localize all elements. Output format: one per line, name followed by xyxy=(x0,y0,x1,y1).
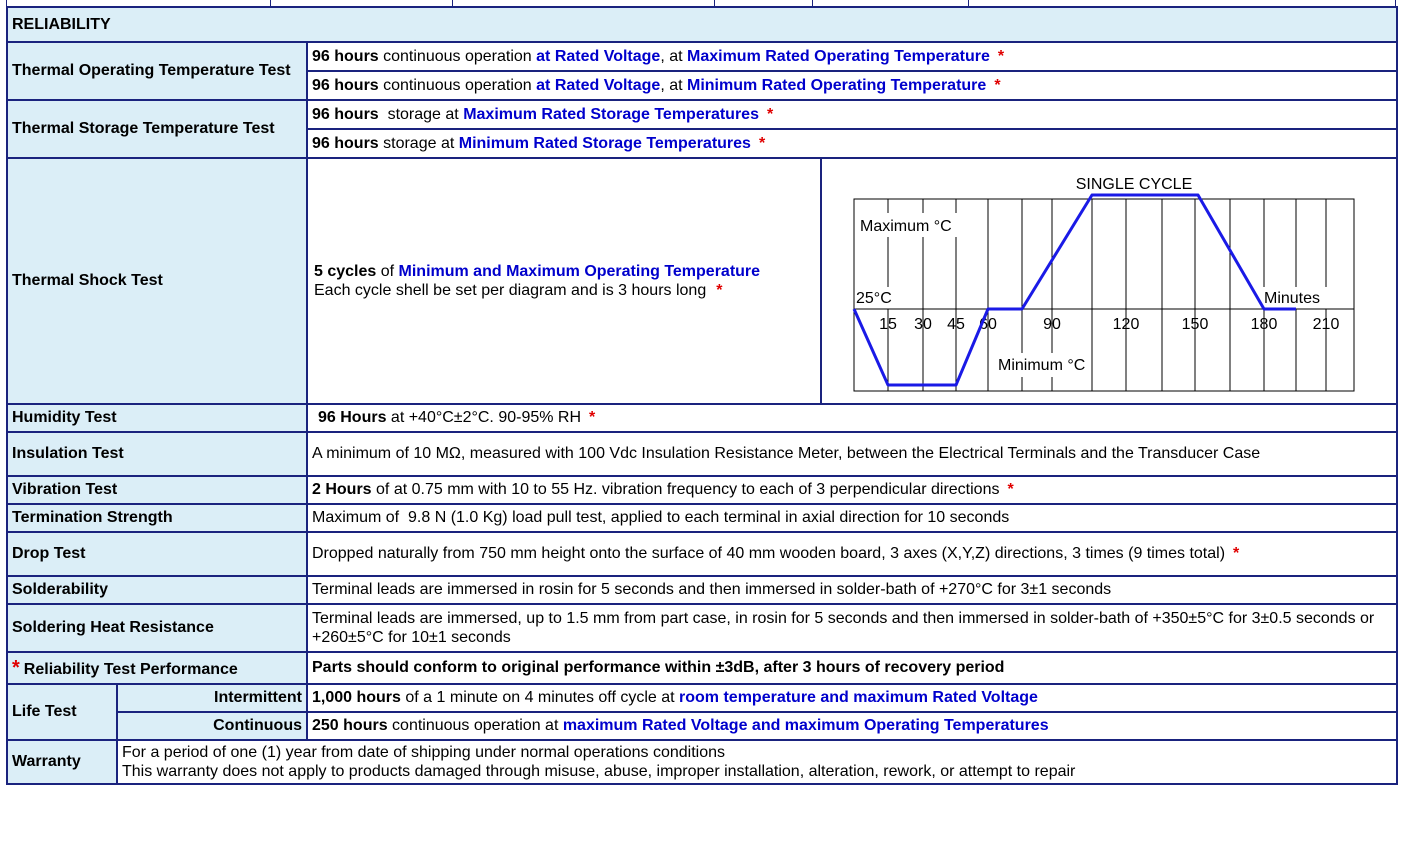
table-row xyxy=(7,532,1397,576)
row-label-performance: * Reliability Test Performance xyxy=(7,652,307,684)
row-value-thermal-storage-max: 96 hours storage at Maximum Rated Storage Temperatures * xyxy=(307,100,1397,129)
row-value-life-continuous: 250 hours continuous operation at maximum Rated Voltage and maximum Operating Temperatures xyxy=(307,712,1397,740)
asterisk-mark: * xyxy=(766,105,774,123)
tick-label: 30 xyxy=(914,316,932,333)
minutes-label: Minutes xyxy=(1264,290,1321,307)
row-value-insulation: A minimum of 10 MΩ, measured with 100 Vdc Insulation Resistance Meter, between the Electrical Terminals and the Transducer Case xyxy=(307,432,1397,476)
row-label-drop: Drop Test xyxy=(7,532,307,576)
row-value-thermal-shock: 5 cycles of Minimum and Maximum Operating Temperature Each cycle shell be set per diagram and is 3 hours long * xyxy=(307,158,821,404)
diagram-title: SINGLE CYCLE xyxy=(1075,176,1193,193)
reliability-table xyxy=(6,6,1398,785)
asterisk-mark: * xyxy=(1007,481,1014,499)
row-value-solderability: Terminal leads are immersed in rosin for 5 seconds and then immersed in solder-bath of +270°C for 3±1 seconds xyxy=(307,576,1397,604)
ambient-temp-label: 25°C xyxy=(856,290,892,307)
tick-label: 60 xyxy=(979,316,997,333)
row-sublabel-intermittent: Intermittent xyxy=(117,684,307,712)
row-value-soldering-heat: Terminal leads are immersed, up to 1.5 mm from part case, in rosin for 5 seconds and then immersed in solder-bath of +350±5°C for 3±0.5 seconds or +260±5°C for 10±1 seconds xyxy=(307,604,1397,652)
row-value-termination: Maximum of 9.8 N (1.0 Kg) load pull test, applied to each terminal in axial direction for 10 seconds xyxy=(307,504,1397,532)
row-label-solderability: Solderability xyxy=(7,576,307,604)
row-sublabel-continuous: Continuous xyxy=(117,712,307,740)
row-value-life-intermittent: 1,000 hours of a 1 minute on 4 minutes off cycle at room temperature and maximum Rated Voltage xyxy=(307,684,1397,712)
tick-label: 45 xyxy=(947,316,965,333)
row-value-warranty: For a period of one (1) year from date of shipping under normal operations conditions This warranty does not apply to products damaged through misuse, abuse, improper installation, alteration, rework, or attempt to repair xyxy=(117,740,1397,784)
row-value-humidity: 96 Hours at +40°C±2°C. 90-95% RH * xyxy=(307,404,1397,432)
row-value-performance: Parts should conform to original performance within ±3dB, after 3 hours of recovery period xyxy=(307,652,1397,684)
table-row xyxy=(7,684,1397,712)
row-label-thermal-storage: Thermal Storage Temperature Test xyxy=(7,100,307,158)
tick-label: 150 xyxy=(1181,316,1209,333)
row-value-thermal-storage-min: 96 hours storage at Minimum Rated Storage Temperatures * xyxy=(307,129,1397,158)
row-label-humidity: Humidity Test xyxy=(7,404,307,432)
asterisk-mark: * xyxy=(758,134,766,152)
asterisk-mark: * xyxy=(997,47,1005,65)
tick-label: 15 xyxy=(879,316,897,333)
asterisk-mark: * xyxy=(994,76,1001,94)
single-cycle-diagram xyxy=(822,159,1394,403)
table-row xyxy=(7,100,1397,129)
table-row xyxy=(7,158,1397,404)
row-label-vibration: Vibration Test xyxy=(7,476,307,504)
table-row xyxy=(7,740,1397,784)
table-row xyxy=(7,504,1397,532)
min-temp-label: Minimum °C xyxy=(998,357,1086,374)
tick-label: 90 xyxy=(1043,316,1061,333)
row-value-thermal-operating-min: 96 hours continuous operation at Rated Voltage, at Minimum Rated Operating Temperature * xyxy=(307,71,1397,100)
table-row xyxy=(7,576,1397,604)
reliability-spec-sheet xyxy=(6,0,1396,864)
max-temp-label: Maximum °C xyxy=(860,218,952,235)
table-row xyxy=(7,652,1397,684)
table-row xyxy=(7,42,1397,71)
row-value-drop: Dropped naturally from 750 mm height onto the surface of 40 mm wooden board, 3 axes (X,Y,Z) directions, 3 times (9 times total) * xyxy=(307,532,1397,576)
row-label-insulation: Insulation Test xyxy=(7,432,307,476)
row-label-thermal-operating: Thermal Operating Temperature Test xyxy=(7,42,307,100)
row-label-thermal-shock: Thermal Shock Test xyxy=(7,158,307,404)
table-row xyxy=(7,404,1397,432)
row-label-life: Life Test xyxy=(7,684,117,740)
table-row xyxy=(7,476,1397,504)
asterisk-mark: * xyxy=(589,409,596,427)
asterisk-mark: * xyxy=(1233,545,1240,563)
table-row xyxy=(7,604,1397,652)
table-row xyxy=(7,432,1397,476)
row-value-thermal-operating-max: 96 hours continuous operation at Rated Voltage, at Maximum Rated Operating Temperature * xyxy=(307,42,1397,71)
tick-label: 120 xyxy=(1112,316,1140,333)
thermal-cycle-diagram-cell xyxy=(821,158,1397,404)
header-row xyxy=(7,7,1397,42)
row-label-soldering-heat: Soldering Heat Resistance xyxy=(7,604,307,652)
row-value-vibration: 2 Hours of at 0.75 mm with 10 to 55 Hz. vibration frequency to each of 3 perpendicular directions * xyxy=(307,476,1397,504)
asterisk-mark: * xyxy=(12,657,20,679)
row-label-termination: Termination Strength xyxy=(7,504,307,532)
row-label-warranty: Warranty xyxy=(7,740,117,784)
section-title: RELIABILITY xyxy=(7,7,1397,42)
tick-label: 180 xyxy=(1250,316,1278,333)
table-row xyxy=(7,712,1397,740)
asterisk-mark: * xyxy=(716,282,723,299)
tick-label: 210 xyxy=(1312,316,1340,333)
